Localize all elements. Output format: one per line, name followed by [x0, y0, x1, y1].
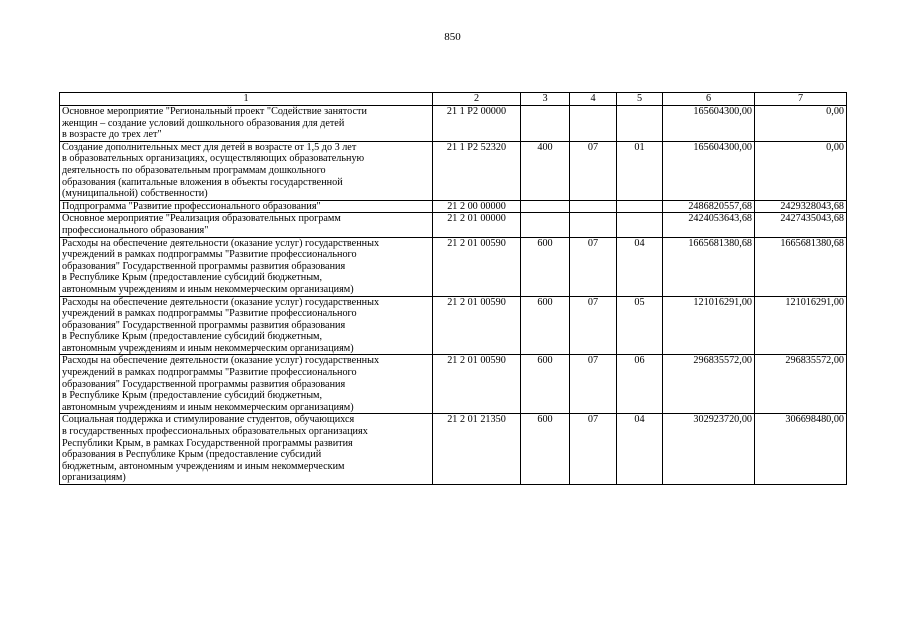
row-col6: 296835572,00 — [663, 355, 755, 414]
table-row — [60, 355, 847, 414]
row-col5: 04 — [617, 237, 663, 296]
table-row — [60, 296, 847, 355]
row-col3 — [521, 106, 570, 142]
row-col7: 0,00 — [755, 141, 847, 200]
table-row — [60, 414, 847, 485]
budget-table — [59, 92, 847, 485]
table-row — [60, 106, 847, 142]
row-name: Основное мероприятие "Региональный проект "Содействие занятости женщин – создание условий дошкольного образования для детей в возрасте до трех лет" — [60, 106, 433, 142]
row-col4: 07 — [570, 296, 617, 355]
row-col6: 1665681380,68 — [663, 237, 755, 296]
row-col6: 2424053643,68 — [663, 213, 755, 237]
row-col6: 165604300,00 — [663, 106, 755, 142]
row-col4: 07 — [570, 355, 617, 414]
row-code: 21 2 01 00590 — [433, 237, 521, 296]
row-col5: 05 — [617, 296, 663, 355]
row-col4: 07 — [570, 414, 617, 485]
row-col3 — [521, 200, 570, 213]
table-row — [60, 200, 847, 213]
header-col-5: 5 — [617, 93, 663, 106]
page-number: 850 — [444, 31, 461, 43]
row-col7: 296835572,00 — [755, 355, 847, 414]
row-col5 — [617, 213, 663, 237]
row-name: Расходы на обеспечение деятельности (оказание услуг) государственных учреждений в рамках подпрограммы "Развитие профессионального образования" Государственной программы развития образования в Республике Крым (предоставление субсидий бюджетным, автономным учреждениям и иным некоммерческим организациям) — [60, 296, 433, 355]
row-col4: 07 — [570, 237, 617, 296]
row-col5: 04 — [617, 414, 663, 485]
row-col3: 600 — [521, 237, 570, 296]
table-row — [60, 141, 847, 200]
row-col3: 600 — [521, 296, 570, 355]
table-row — [60, 237, 847, 296]
row-col7: 121016291,00 — [755, 296, 847, 355]
row-name: Основное мероприятие "Реализация образовательных программ профессионального образования" — [60, 213, 433, 237]
header-col-7: 7 — [755, 93, 847, 106]
header-col-4: 4 — [570, 93, 617, 106]
header-col-2: 2 — [433, 93, 521, 106]
row-col3: 600 — [521, 355, 570, 414]
table-row — [60, 213, 847, 237]
row-col7: 1665681380,68 — [755, 237, 847, 296]
row-col4 — [570, 106, 617, 142]
row-col5: 01 — [617, 141, 663, 200]
row-col5: 06 — [617, 355, 663, 414]
row-col3: 600 — [521, 414, 570, 485]
row-col7: 0,00 — [755, 106, 847, 142]
row-code: 21 2 01 00000 — [433, 213, 521, 237]
header-row — [60, 93, 847, 106]
row-name: Создание дополнительных мест для детей в возрасте от 1,5 до 3 лет в образовательных организациях, осуществляющих образовательную деятельность по образовательным программам дошкольного образования (капитальные вложения в объекты государственной (муниципальной) собственности) — [60, 141, 433, 200]
row-col7: 2427435043,68 — [755, 213, 847, 237]
row-col6: 302923720,00 — [663, 414, 755, 485]
row-code: 21 2 01 00590 — [433, 355, 521, 414]
row-code: 21 1 P2 52320 — [433, 141, 521, 200]
row-name: Социальная поддержка и стимулирование студентов, обучающихся в государственных профессиональных образовательных организациях Республики Крым, в рамках Государственной программы развития образования в Республике Крым (предоставление субсидий бюджетным, автономным учреждениям и иным некоммерческим организациям) — [60, 414, 433, 485]
row-col3: 400 — [521, 141, 570, 200]
row-code: 21 1 P2 00000 — [433, 106, 521, 142]
row-col4 — [570, 213, 617, 237]
row-col3 — [521, 213, 570, 237]
row-col6: 121016291,00 — [663, 296, 755, 355]
row-code: 21 2 01 21350 — [433, 414, 521, 485]
row-code: 21 2 01 00590 — [433, 296, 521, 355]
row-col5 — [617, 106, 663, 142]
row-name: Расходы на обеспечение деятельности (оказание услуг) государственных учреждений в рамках подпрограммы "Развитие профессионального образования" Государственной программы развития образования в Республике Крым (предоставление субсидий бюджетным, автономным учреждениям и иным некоммерческим организациям) — [60, 237, 433, 296]
header-col-6: 6 — [663, 93, 755, 106]
row-col7: 306698480,00 — [755, 414, 847, 485]
row-col6: 165604300,00 — [663, 141, 755, 200]
row-name: Подпрограмма "Развитие профессионального образования" — [60, 200, 433, 213]
header-col-3: 3 — [521, 93, 570, 106]
row-col6: 2486820557,68 — [663, 200, 755, 213]
row-col4 — [570, 200, 617, 213]
row-col7: 2429328043,68 — [755, 200, 847, 213]
row-col4: 07 — [570, 141, 617, 200]
row-col5 — [617, 200, 663, 213]
row-code: 21 2 00 00000 — [433, 200, 521, 213]
row-name: Расходы на обеспечение деятельности (оказание услуг) государственных учреждений в рамках подпрограммы "Развитие профессионального образования" Государственной программы развития образования в Республике Крым (предоставление субсидий бюджетным, автономным учреждениям и иным некоммерческим организациям) — [60, 355, 433, 414]
header-col-1: 1 — [60, 93, 433, 106]
